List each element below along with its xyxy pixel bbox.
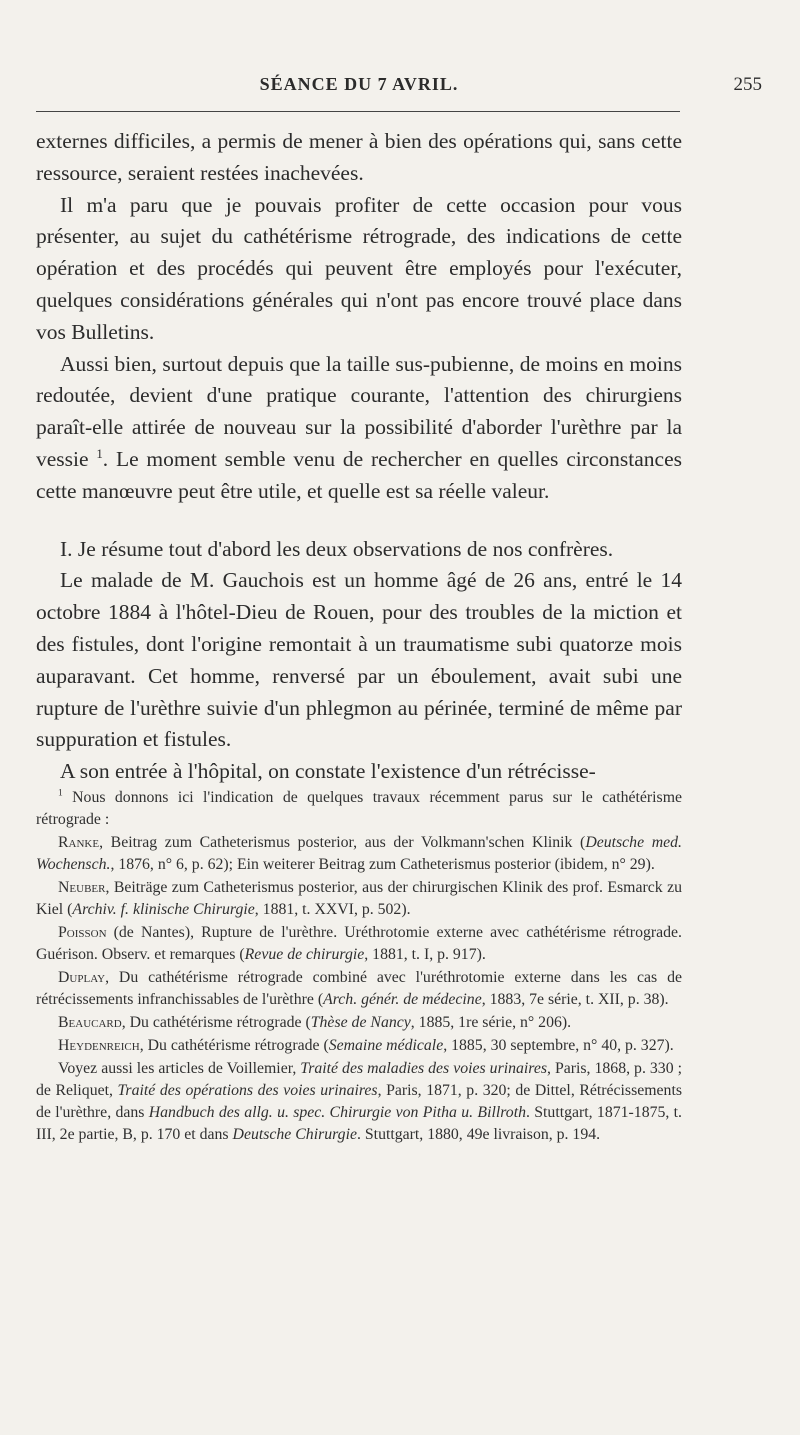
- running-header: [36, 74, 762, 102]
- main-text: [36, 126, 682, 788]
- paragraph-3: [36, 349, 682, 508]
- reference-neuber: [36, 877, 682, 921]
- reference-text: (de Nantes), Rupture de l'urèthre. Uréthrotomie externe avec cathétérisme rétrograde. Guérison. Observ. et remarques (: [36, 924, 682, 963]
- footnote-mark: 1: [58, 788, 63, 799]
- work-title: Deutsche Chirurgie: [232, 1126, 357, 1143]
- reference-text: Voyez aussi les articles de Voillemier,: [58, 1060, 301, 1077]
- reference-text: , 1885, 30 septembre, n° 40, p. 327).: [443, 1037, 674, 1054]
- paragraph-5: Le malade de M. Gauchois est un homme âgé de 26 ans, entré le 14 octobre 1884 à l'hôtel-Dieu de Rouen, pour des troubles de la miction et des fistules, dont l'origine remontait à un traumatisme subi quatorze mois auparavant. Cet homme, renversé par un éboulement, avait subi une rupture de l'urèthre suivie d'un phlegmon au périnée, terminé de même par suppuration et fistules.: [36, 568, 682, 752]
- journal-title: Thèse de Nancy: [310, 1014, 411, 1031]
- reference-text: . Stuttgart, 1880, 49e livraison, p. 194.: [357, 1126, 601, 1143]
- reference-text: , Paris, 1868, p. 330 ; de Reliquet,: [36, 1060, 682, 1099]
- reference-duplay: [36, 967, 682, 1011]
- paragraph-1: externes difficiles, a permis de mener à bien des opérations qui, sans cette ressource, seraient restées inachevées.: [36, 129, 682, 185]
- journal-title: Revue de chirurgie: [244, 946, 365, 963]
- footnote-reference: 1: [96, 446, 103, 461]
- reference-poisson: [36, 922, 682, 966]
- reference-text: , Beiträge zum Catheterismus posterior, aus der chirurgischen Klinik des prof. Esmarck zu Kiel (: [36, 879, 682, 918]
- footnote-intro-text: Nous donnons ici l'indication de quelques travaux récemment parus sur le cathétérisme rétrograde :: [36, 789, 682, 828]
- journal-title: Arch. génér. de médecine: [323, 991, 482, 1008]
- reference-text: , Beitrag zum Catheterismus posterior, aus der Volkmann'schen Klinik (: [99, 834, 586, 851]
- footnotes: [36, 787, 682, 1146]
- reference-text: , 1876, n° 6, p. 62); Ein weiterer Beitrag zum Catheterismus posterior (ibidem, n° 29).: [110, 856, 655, 873]
- header-rule: [36, 111, 680, 112]
- footnote-intro: [36, 787, 682, 831]
- reference-text: , Paris, 1871, p. 320; de Dittel, Rétrécissements de l'urèthre, dans: [36, 1082, 682, 1121]
- journal-title: Archiv. f. klinische Chirurgie: [72, 901, 255, 918]
- reference-text: , Du cathétérisme rétrograde (: [121, 1014, 311, 1031]
- reference-text: , 1883, 7e série, t. XII, p. 38).: [481, 991, 669, 1008]
- reference-text: , Du cathétérisme rétrograde (: [139, 1037, 329, 1054]
- paragraph-3-text-a: Aussi bien, surtout depuis que la taille sus-pubienne, de moins en moins redoutée, devient d'une pratique courante, l'attention des chirurgiens paraît-elle attirée de nouveau sur la possibilité d'aborder l'urèthre par la vessie: [36, 351, 682, 471]
- journal-title: Deutsche med. Wochensch.: [36, 834, 682, 873]
- author-name: Neuber: [58, 879, 106, 896]
- reference-text: , Du cathétérisme rétrograde combiné avec l'uréthrotomie externe dans les cas de rétrécissements infranchissables de l'urèthre (: [36, 969, 682, 1008]
- paragraph-2: Il m'a paru que je pouvais profiter de cette occasion pour vous présenter, au sujet du cathétérisme rétrograde, des indications de cette opération et des procédés qui peuvent être employés pour l'exécuter, quelques considérations générales qui n'ont pas encore trouvé place dans vos Bulletins.: [36, 192, 682, 344]
- work-title: Traité des maladies des voies urinaires: [300, 1060, 548, 1077]
- reference-beaucard: [36, 1012, 682, 1034]
- work-title: Traité des opérations des voies urinaires: [117, 1082, 378, 1099]
- reference-ranke: [36, 832, 682, 876]
- paragraph-4: I. Je résume tout d'abord les deux observations de nos confrères.: [60, 536, 614, 561]
- reference-text: , 1881, t. I, p. 917).: [364, 946, 486, 963]
- reference-text: . Stuttgart, 1871-1875, t. III, 2e partie, B, p. 170 et dans: [36, 1104, 682, 1143]
- paragraph-6: A son entrée à l'hôpital, on constate l'existence d'un rétrécisse-: [60, 759, 596, 784]
- journal-title: Semaine médicale: [328, 1037, 444, 1054]
- author-name: Poisson: [58, 924, 107, 941]
- reference-heydenreich: [36, 1035, 682, 1057]
- author-name: Duplay: [58, 969, 106, 986]
- author-name: Ranke: [58, 834, 100, 851]
- reference-text: , 1885, 1re série, n° 206).: [410, 1014, 572, 1031]
- reference-voyez: [36, 1058, 682, 1146]
- page-number: 255: [733, 74, 762, 95]
- paragraph-3-text-b: . Le moment semble venu de rechercher en quelles circonstances cette manœuvre peut être utile, et quelle est sa réelle valeur.: [36, 446, 682, 503]
- author-name: Heydenreich: [58, 1037, 140, 1054]
- header-title: SÉANCE DU 7 AVRIL.: [259, 74, 459, 94]
- author-name: Beaucard: [58, 1014, 122, 1031]
- reference-text: , 1881, t. XXVI, p. 502).: [254, 901, 411, 918]
- work-title: Handbuch des allg. u. spec. Chirurgie von Pitha u. Billroth: [148, 1104, 526, 1121]
